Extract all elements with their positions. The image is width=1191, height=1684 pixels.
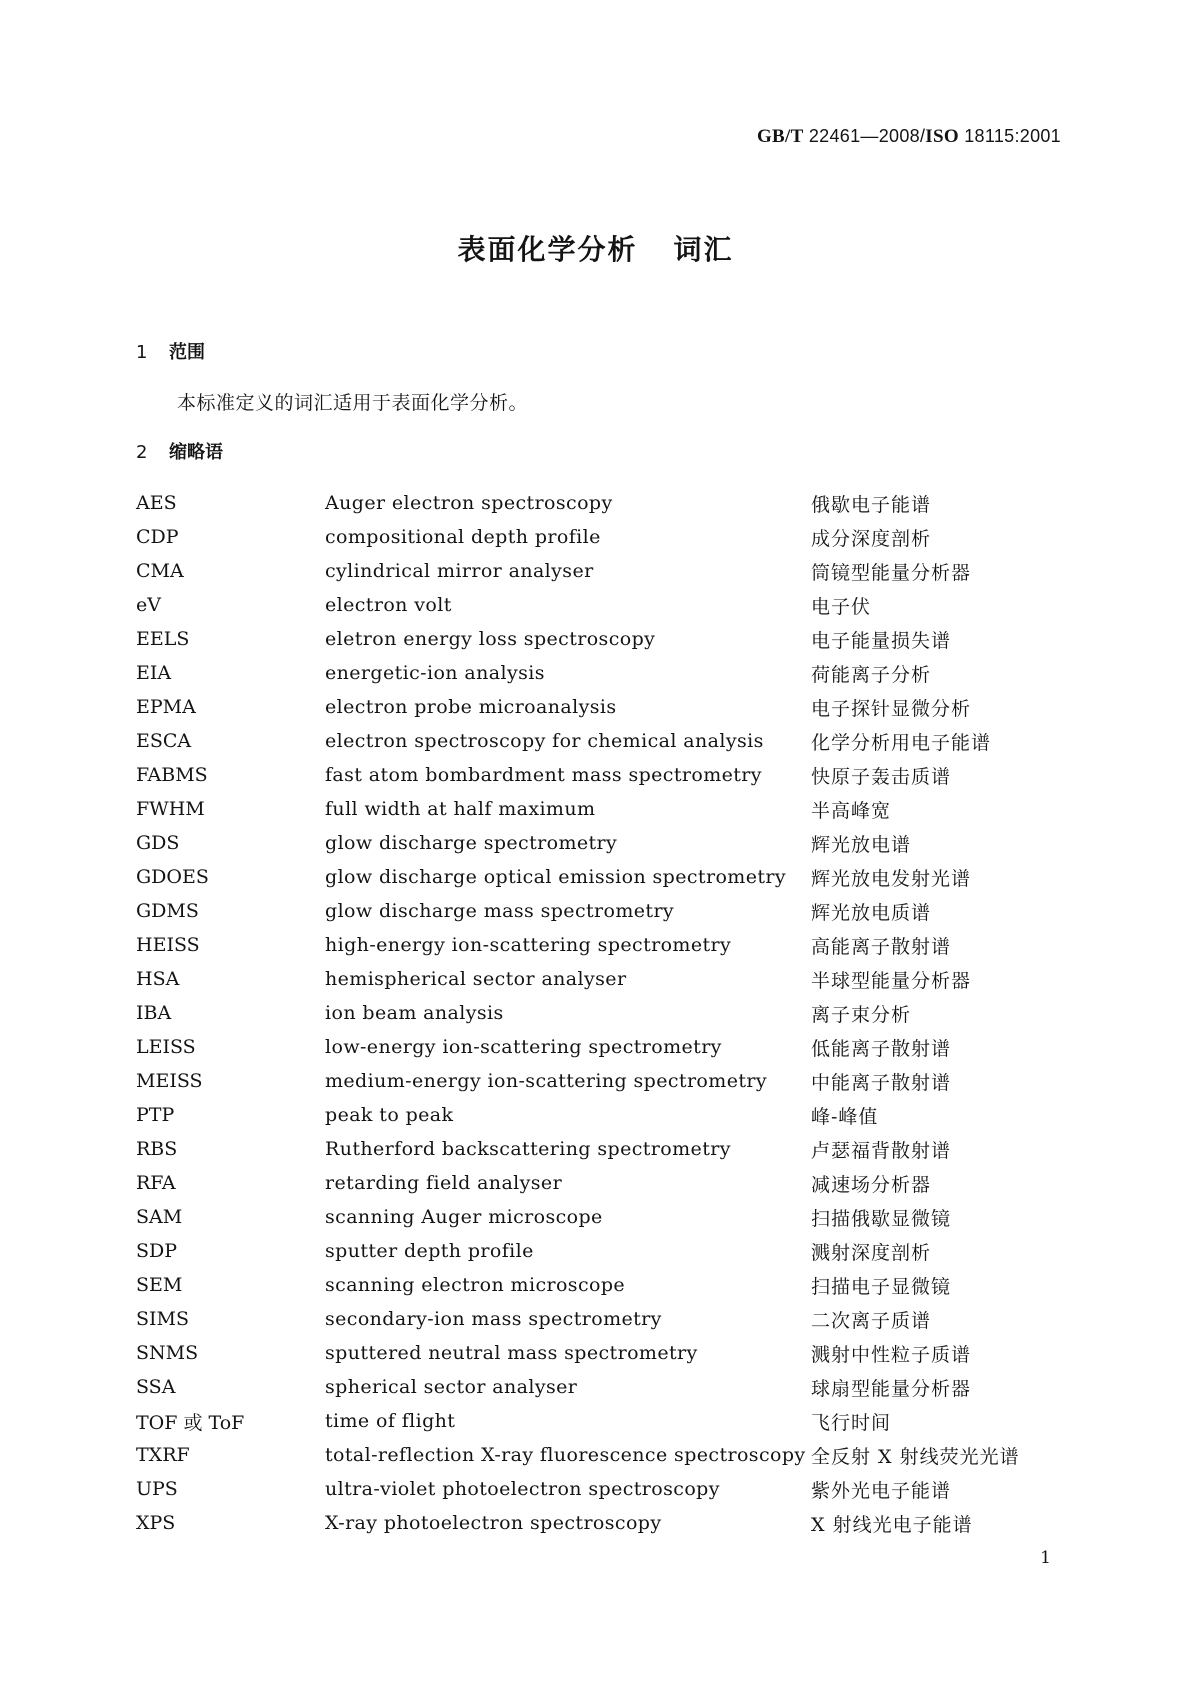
standard-code-iso: ISO xyxy=(925,126,959,147)
chinese-term-cell: 紫外光电子能谱 xyxy=(811,1479,952,1502)
chinese-term-cell: 扫描电子显微镜 xyxy=(811,1275,952,1298)
page-number: 1 xyxy=(1040,1548,1051,1568)
english-term-cell: sputtered neutral mass spectrometry xyxy=(325,1342,698,1364)
section-1-heading xyxy=(136,338,205,364)
chinese-term-cell: 电子伏 xyxy=(811,595,872,618)
table-row xyxy=(136,520,1020,554)
english-term-cell: medium-energy ion-scattering spectrometry xyxy=(325,1070,767,1092)
section-1-title: 范围 xyxy=(169,342,205,363)
english-term-cell: fast atom bombardment mass spectrometry xyxy=(325,764,762,786)
chinese-term-cell: 辉光放电质谱 xyxy=(811,901,932,924)
english-term-cell: spherical sector analyser xyxy=(325,1376,578,1398)
abbreviation-cell: eV xyxy=(136,594,161,616)
table-row xyxy=(136,962,1020,996)
section-2-title: 缩略语 xyxy=(169,442,223,463)
table-row xyxy=(136,1404,1020,1438)
chinese-term-cell: 电子能量损失谱 xyxy=(811,629,952,652)
title-part-1: 表面化学分析 xyxy=(457,233,638,266)
standard-code-prefix: GB/T xyxy=(756,126,804,147)
english-term-cell: Auger electron spectroscopy xyxy=(325,492,613,514)
english-term-cell: hemispherical sector analyser xyxy=(325,968,627,990)
chinese-term-cell: 溅射中性粒子质谱 xyxy=(811,1343,972,1366)
table-row xyxy=(136,1064,1020,1098)
chinese-term-cell: 快原子轰击质谱 xyxy=(811,765,952,788)
abbreviation-cell: EPMA xyxy=(136,696,196,718)
english-term-cell: electron spectroscopy for chemical analysis xyxy=(325,730,764,752)
table-row xyxy=(136,690,1020,724)
table-row xyxy=(136,724,1020,758)
chinese-term-cell: 筒镜型能量分析器 xyxy=(811,561,972,584)
abbreviation-cell: EELS xyxy=(136,628,190,650)
chinese-term-cell: 高能离子散射谱 xyxy=(811,935,952,958)
abbreviation-cell: HEISS xyxy=(136,934,200,956)
chinese-term-cell: X 射线光电子能谱 xyxy=(811,1513,973,1536)
abbreviation-cell: HSA xyxy=(136,968,180,990)
table-row xyxy=(136,1438,1020,1472)
abbreviation-table xyxy=(136,486,1020,1540)
english-term-cell: ion beam analysis xyxy=(325,1002,504,1024)
table-row xyxy=(136,1472,1020,1506)
abbreviation-cell: SDP xyxy=(136,1240,178,1262)
english-term-cell: retarding field analyser xyxy=(325,1172,563,1194)
english-term-cell: glow discharge optical emission spectrometry xyxy=(325,866,787,888)
abbreviation-cell: XPS xyxy=(136,1512,176,1534)
table-row xyxy=(136,1506,1020,1540)
chinese-term-cell: 半球型能量分析器 xyxy=(811,969,972,992)
chinese-term-cell: 减速场分析器 xyxy=(811,1173,932,1196)
abbreviation-table-body xyxy=(136,486,1020,1540)
abbreviation-cell: FABMS xyxy=(136,764,208,786)
table-row xyxy=(136,1098,1020,1132)
abbreviation-cell: CDP xyxy=(136,526,179,548)
abbreviation-cell: IBA xyxy=(136,1002,172,1024)
section-2-heading xyxy=(136,438,223,464)
abbreviation-cell: SIMS xyxy=(136,1308,189,1330)
chinese-term-cell: 低能离子散射谱 xyxy=(811,1037,952,1060)
title-part-2: 词汇 xyxy=(673,233,734,266)
english-term-cell: compositional depth profile xyxy=(325,526,601,548)
table-row xyxy=(136,486,1020,520)
chinese-term-cell: 中能离子散射谱 xyxy=(811,1071,952,1094)
table-row xyxy=(136,860,1020,894)
abbreviation-cell: GDS xyxy=(136,832,180,854)
abbreviation-cell: ESCA xyxy=(136,730,192,752)
english-term-cell: secondary-ion mass spectrometry xyxy=(325,1308,662,1330)
section-2-number: 2 xyxy=(136,442,148,463)
chinese-term-cell: 成分深度剖析 xyxy=(811,527,932,550)
chinese-term-cell: 俄歇电子能谱 xyxy=(811,493,932,516)
abbreviation-cell: GDMS xyxy=(136,900,199,922)
english-term-cell: eletron energy loss spectroscopy xyxy=(325,628,656,650)
chinese-term-cell: 溅射深度剖析 xyxy=(811,1241,932,1264)
table-row xyxy=(136,1234,1020,1268)
abbreviation-cell: SNMS xyxy=(136,1342,199,1364)
chinese-term-cell: 离子束分析 xyxy=(811,1003,912,1026)
english-term-cell: energetic-ion analysis xyxy=(325,662,545,684)
document-title xyxy=(0,228,1191,268)
english-term-cell: glow discharge spectrometry xyxy=(325,832,618,854)
section-1-number: 1 xyxy=(136,342,148,363)
abbreviation-cell: GDOES xyxy=(136,866,209,888)
chinese-term-cell: 辉光放电谱 xyxy=(811,833,912,856)
scope-text: 本标准定义的词汇适用于表面化学分析。 xyxy=(177,392,529,414)
english-term-cell: time of flight xyxy=(325,1410,456,1432)
standard-code-main: 22461—2008/ xyxy=(808,126,926,146)
abbreviation-cell: SAM xyxy=(136,1206,183,1228)
abbreviation-cell: AES xyxy=(136,492,177,514)
table-row xyxy=(136,1370,1020,1404)
table-row xyxy=(136,588,1020,622)
table-row xyxy=(136,826,1020,860)
abbreviation-cell: EIA xyxy=(136,662,172,684)
english-term-cell: glow discharge mass spectrometry xyxy=(325,900,675,922)
table-row xyxy=(136,792,1020,826)
chinese-term-cell: 扫描俄歇显微镜 xyxy=(811,1207,952,1230)
table-row xyxy=(136,1336,1020,1370)
english-term-cell: low-energy ion-scattering spectrometry xyxy=(325,1036,722,1058)
abbreviation-cell: RFA xyxy=(136,1172,176,1194)
table-row xyxy=(136,1200,1020,1234)
chinese-term-cell: 全反射 X 射线荧光光谱 xyxy=(811,1445,1020,1468)
chinese-term-cell: 半高峰宽 xyxy=(811,799,892,822)
english-term-cell: sputter depth profile xyxy=(325,1240,534,1262)
abbreviation-cell: TOF 或 ToF xyxy=(136,1411,245,1434)
standard-code xyxy=(757,126,1061,148)
table-row xyxy=(136,894,1020,928)
table-row xyxy=(136,758,1020,792)
abbreviation-cell: FWHM xyxy=(136,798,205,820)
english-term-cell: X-ray photoelectron spectroscopy xyxy=(325,1512,662,1534)
table-row xyxy=(136,1132,1020,1166)
english-term-cell: Rutherford backscattering spectrometry xyxy=(325,1138,731,1160)
english-term-cell: scanning Auger microscope xyxy=(325,1206,603,1228)
chinese-term-cell: 峰-峰值 xyxy=(811,1105,879,1128)
table-row xyxy=(136,622,1020,656)
table-row xyxy=(136,656,1020,690)
english-term-cell: scanning electron microscope xyxy=(325,1274,626,1296)
english-term-cell: total-reflection X-ray fluorescence spectroscopy xyxy=(325,1444,806,1466)
table-row xyxy=(136,996,1020,1030)
table-row xyxy=(136,554,1020,588)
english-term-cell: high-energy ion-scattering spectrometry xyxy=(325,934,732,956)
abbreviation-cell: LEISS xyxy=(136,1036,196,1058)
chinese-term-cell: 卢瑟福背散射谱 xyxy=(811,1139,952,1162)
table-row xyxy=(136,1268,1020,1302)
abbreviation-cell: SSA xyxy=(136,1376,176,1398)
table-row xyxy=(136,1302,1020,1336)
chinese-term-cell: 辉光放电发射光谱 xyxy=(811,867,972,890)
table-row xyxy=(136,1030,1020,1064)
english-term-cell: ultra-violet photoelectron spectroscopy xyxy=(325,1478,720,1500)
standard-code-suffix: 18115:2001 xyxy=(964,126,1061,146)
abbreviation-cell: CMA xyxy=(136,560,184,582)
english-term-cell: peak to peak xyxy=(325,1104,454,1126)
abbreviation-cell: MEISS xyxy=(136,1070,203,1092)
english-term-cell: cylindrical mirror analyser xyxy=(325,560,594,582)
chinese-term-cell: 球扇型能量分析器 xyxy=(811,1377,972,1400)
abbreviation-cell: UPS xyxy=(136,1478,178,1500)
chinese-term-cell: 电子探针显微分析 xyxy=(811,697,972,720)
abbreviation-cell: RBS xyxy=(136,1138,178,1160)
chinese-term-cell: 荷能离子分析 xyxy=(811,663,932,686)
abbreviation-cell: PTP xyxy=(136,1104,175,1126)
chinese-term-cell: 化学分析用电子能谱 xyxy=(811,731,992,754)
chinese-term-cell: 二次离子质谱 xyxy=(811,1309,932,1332)
table-row xyxy=(136,928,1020,962)
table-row xyxy=(136,1166,1020,1200)
abbreviation-cell: SEM xyxy=(136,1274,183,1296)
abbreviation-cell: TXRF xyxy=(136,1444,190,1466)
english-term-cell: electron volt xyxy=(325,594,452,616)
english-term-cell: full width at half maximum xyxy=(325,798,596,820)
chinese-term-cell: 飞行时间 xyxy=(811,1411,892,1434)
english-term-cell: electron probe microanalysis xyxy=(325,696,617,718)
